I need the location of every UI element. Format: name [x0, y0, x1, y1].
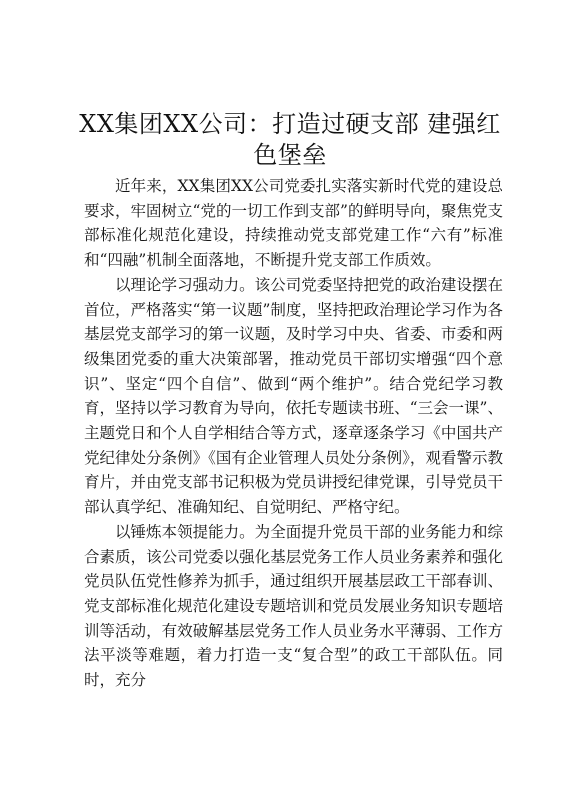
document-title: XX集团XX公司：打造过硬支部 建强红色堡垒 [79, 110, 501, 169]
paragraph-skill-training: 以锤炼本领提能力。为全面提升党员干部的业务能力和综合素质，该公司党委以强化基层党务工作人员业务素养和强化党员队伍党性修养为抓手，通过组织开展基层政工干部春训、党支部标准化规范化建设专题培训和党员发展业务知识专题培训等活动，有效破解基层党务工作人员业务水平薄弱、工作方法平淡等难题，着力打造一支“复合型”的政工干部队伍。同时，充分 [84, 522, 503, 690]
document-body [84, 174, 503, 690]
paragraph-intro: 近年来，XX集团XX公司党委扎实落实新时代党的建设总要求，牢固树立“党的一切工作到支部”的鲜明导向，聚焦党支部标准化规范化建设，持续推动党支部党建工作“六有”标准和“四融”机制全面落地，不断提升党支部工作质效。 [84, 177, 503, 270]
paragraph-theory-study: 以理论学习强动力。该公司党委坚持把党的政治建设摆在首位，严格落实“第一议题”制度，坚持把政治理论学习作为各基层党支部学习的第一议题，及时学习中央、省委、市委和两级集团党委的重大决策部署，推动党员干部切实增强“四个意识”、坚定“四个自信”、做到“两个维护”。结合党纪学习教育，坚持以学习教育为导向，依托专题读书班、“三会一课”、主题党日和个人自学相结合等方式，逐章逐条学习《中国共产党纪律处分条例》《国有企业管理人员处分条例》，观看警示教育片，并由党支部书记积极为党员讲授纪律党课，引导党员干部认真学纪、准确知纪、自觉明纪、严格守纪。 [84, 275, 503, 517]
